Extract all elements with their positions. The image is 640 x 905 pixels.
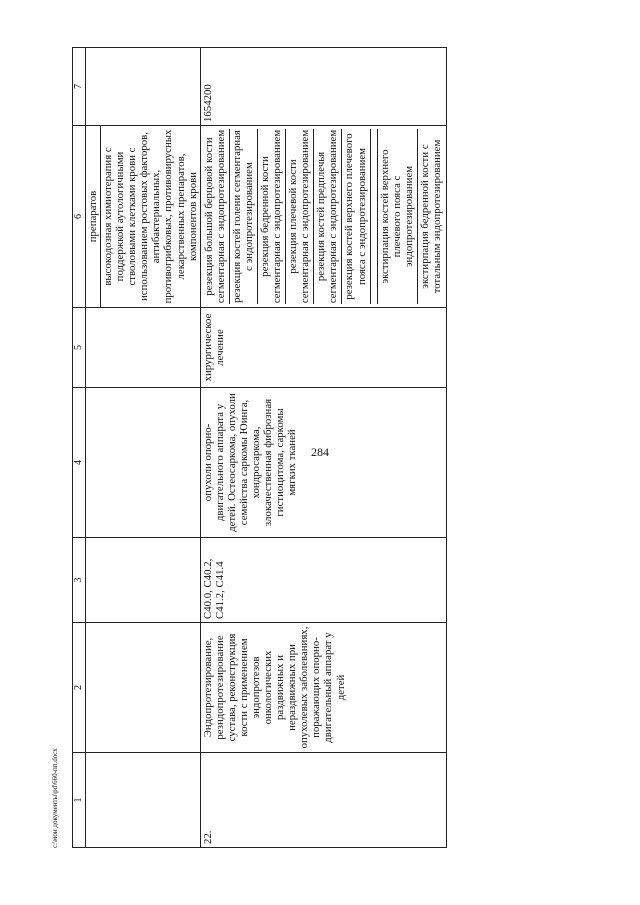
method-item: резекция костей голени сегментарная с эндопротезированием bbox=[230, 129, 258, 304]
column-number-row bbox=[73, 48, 86, 848]
treatment-methods bbox=[200, 126, 446, 308]
method-item: экстирпация костей верхнего плечевого пояса с эндопротезированием bbox=[377, 129, 418, 304]
row-number: 22. bbox=[200, 753, 446, 848]
disease-model: опухоли опорно-двигательного аппарата у детей. Остеосаркома, опухоли семейства саркомы Юинга, хондросаркома, злокачественная фиброзная гистиоцитома, саркомы мягких тканей bbox=[200, 388, 446, 538]
prev-treatment-text: высокодозная химиотерапия с поддержкой аутологичными стволовыми клетками крови с использованием ростовых факторов, антибактериальных, противогрибковых, противовирусных лекарственных препаратов, компонентов крови bbox=[100, 126, 199, 307]
care-type-name: Эндопротезирование, резндопротезирование сустава, реконструкция кости с применением эндопротезов онкологических раздвижных и нераздвижных при опухолевых заболеваниях, поражающих опорно-двигательный аппарат у детей bbox=[200, 623, 446, 753]
page-number: 284 bbox=[311, 445, 329, 459]
method-item: резекция бедренной кости сегментарная с эндопротезированием bbox=[258, 129, 286, 304]
cost-value: 1654200 bbox=[200, 48, 446, 126]
treatment-type: хирургическое лечение bbox=[200, 308, 446, 388]
method-item: резекция костей предплечья сегментарная с эндопротезированием bbox=[314, 129, 342, 304]
rotated-table-container bbox=[72, 48, 627, 848]
column-number: 5 bbox=[73, 308, 86, 388]
column-number: 3 bbox=[73, 538, 86, 623]
column-number: 1 bbox=[73, 753, 86, 848]
method-item: резекция большой берцовой кости сегментарная с эндопротезированием bbox=[202, 129, 230, 304]
column-number: 6 bbox=[73, 126, 86, 308]
method-item: резекция костей верхнего плечевого пояса с эндопротезированием bbox=[342, 129, 370, 304]
prev-treatment-cell bbox=[86, 126, 201, 308]
column-number: 2 bbox=[73, 623, 86, 753]
method-item: резекция плечевой кости сегментарная с эндопротезированием bbox=[286, 129, 314, 304]
document-path-footer: c:\мои документы\pd\660-пп.docx bbox=[51, 748, 59, 848]
continuation-text: препаратов bbox=[87, 190, 99, 243]
medical-care-table bbox=[72, 47, 447, 848]
continuation-row bbox=[86, 48, 201, 848]
icd-codes: C40.0, C40.2, C41.2, C41.4 bbox=[200, 538, 446, 623]
method-item: экстирпация бедренной кости с тотальным эндопротезированием bbox=[418, 139, 443, 294]
table-row-22 bbox=[200, 48, 446, 848]
column-number: 7 bbox=[73, 48, 86, 126]
column-number: 4 bbox=[73, 388, 86, 538]
